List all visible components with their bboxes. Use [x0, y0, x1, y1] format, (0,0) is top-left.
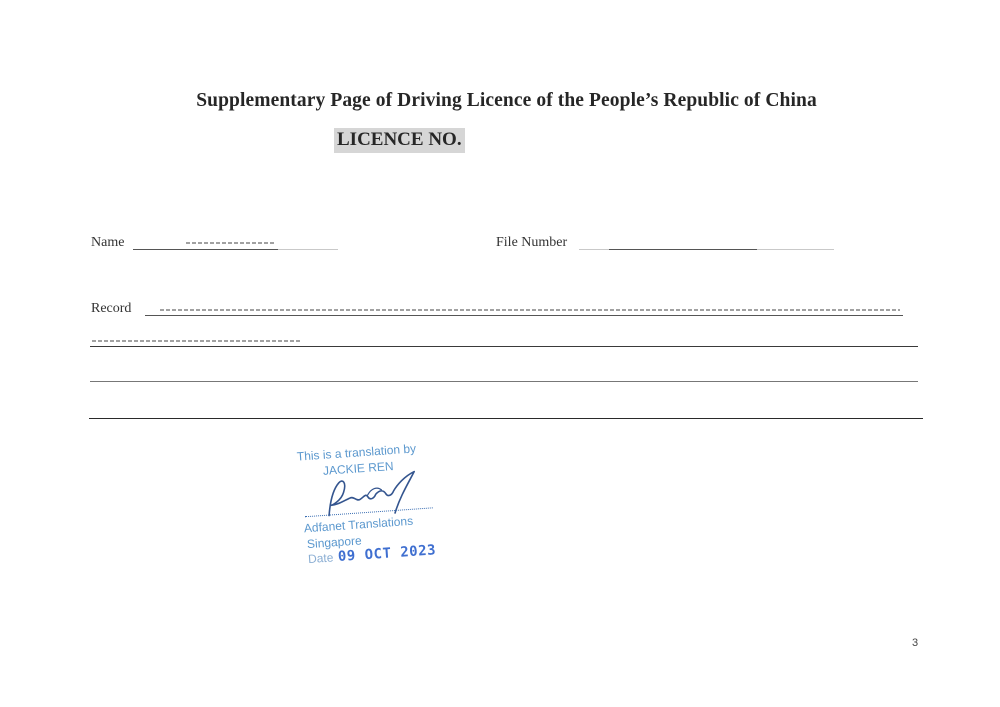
record-underline-1 [145, 315, 903, 316]
record-redacted-line-2 [92, 340, 302, 342]
stamp-city: Singapore [306, 533, 363, 552]
stamp-date: 09 OCT 2023 [337, 542, 437, 566]
stamp-translator-name: JACKIE REN [322, 458, 394, 478]
file-number-label: File Number [496, 235, 568, 250]
stamp-date-label: Date [307, 550, 334, 567]
record-underline-4 [89, 418, 923, 419]
stamp-translation-line: This is a translation by [296, 441, 417, 464]
record-label: Record [91, 301, 132, 316]
record-redacted-line-1 [160, 309, 900, 311]
name-redacted-value [186, 242, 276, 244]
page-number: 3 [912, 637, 919, 649]
name-underline [133, 249, 278, 250]
stamp-company: Adfanet Translations [303, 513, 414, 536]
file-number-underline-extension [757, 249, 834, 250]
name-label: Name [91, 235, 125, 250]
translation-stamp [292, 434, 451, 574]
document-title: Supplementary Page of Driving Licence of the People’s Republic of China [196, 90, 817, 111]
licence-no-label: LICENCE NO. [334, 128, 465, 153]
name-underline-extension [278, 249, 338, 250]
record-underline-3 [90, 381, 918, 382]
record-underline-2 [90, 346, 918, 347]
file-number-underline-start [579, 249, 609, 250]
file-number-underline [609, 249, 757, 250]
